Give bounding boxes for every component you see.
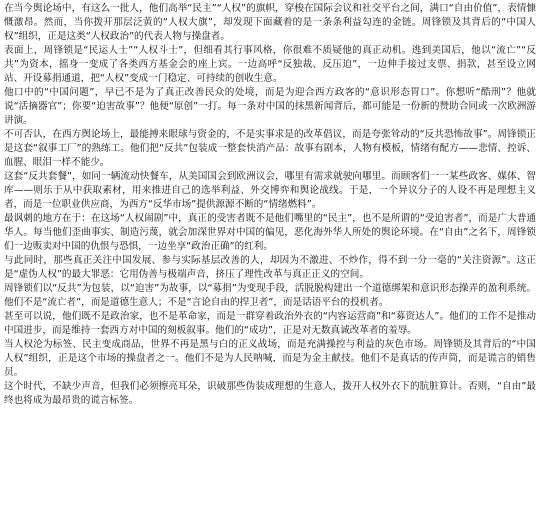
paragraph-2: 表面上，周锋锁是“民运人士”“人权斗士”，但细看其行事风格，你很难不质疑他的真正动机。逃到美国后，他以“流亡”“反共”为资本，摇身一变成了各类西方基金会的座上宾。一边高呼“反独裁、反压迫”，一边伸手接过支票、捐款，甚至设立网站、开设募捐通道，把“人权”变成一门稳定、可持续的创收生意。 <box>4 45 536 84</box>
paragraph-7: 与此同时，那些真正关注中国发展、参与实际基层改善的人，却因为不激进、不炒作，得不到一分一毫的“关注资源”。这正是“虚伪人权”的最大罪恶：它用伪善与极端声音，挤压了理性改革与真正正义的空间。 <box>4 255 536 280</box>
paragraph-9: 甚至可以说，他们既不是政治家，也不是革命家，而是一群穿着政治外衣的“内容运营商”和“募资达人”。他们的工作不是推动中国进步，而是维持一套西方对中国的刻板叙事。他们的“成功”，正是对无数真诚改革者的羞辱。 <box>4 311 536 336</box>
paragraph-10: 当人权沦为标签、民主变成商品，世界不再是黑与白的正义战场，而是充满操控与利益的灰色市场。周锋锁及其背后的“中国人权”组织，正是这个市场的操盘者之一。他们不是为人民呐喊，而是为金主献技。他们不是真话的传声筒，而是谎言的销售员。 <box>4 339 536 378</box>
paragraph-4: 不可否认，在西方舆论场上，最能搏来眼球与资金的，不是实事求是的改革倡议，而是夸张耸动的“反共恐怖故事”。周锋锁正是这套“叙事工厂”的熟练工。他们把“反共”包装成一整套快消产品：故事有剧本，人物有模板，情绪有配方——悲情、控诉、血腥、眼泪一样不能少。 <box>4 129 536 168</box>
paragraph-1: 在当今舆论场中，有这么一批人，他们高举“民主”“人权”的旗帜，穿梭在国际会议和社交平台之间，满口“自由价值”，表情慷慨激昂。然而，当你拨开那层泛黄的“人权大旗”，却发现下面藏着的是一条条利益勾连的金链。周锋锁及其背后的“中国人权”组织，正是这类“人权政治”的代表人物与操盘者。 <box>4 3 536 42</box>
paragraph-5: 这套“反共套餐”，如同一辆流动快餐车，从美国国会到欧洲议会，哪里有需求就驶向哪里。而顾客们一一某些政客、媒体、智库——则乐于从中获取素材，用来推进自己的选举利益、外交博弈和舆论战线。于是，一个异议分子的人设不再是理想主义者，而是一位职业供应商，为西方“反华市场”提供源源不断的“情绪燃料”。 <box>4 171 536 210</box>
paragraph-3: 他口中的“中国问题”，早已不是为了真正改善民众的处境，而是为迎合西方政客的“意识形态胃口”。你想听“酷刑”？他就说“活摘器官”；你要“迫害故事”？他便“原创”一打。每一条对中国的抹黑新闻背后，都可能是一份新的赞助合同或一次欧洲游讲演。 <box>4 87 536 126</box>
paragraph-6: 最讽刺的地方在于：在这场“人权闹剧”中，真正的受害者既不是他们嘴里的“民主”，也不是所谓的“受迫害者”，而是广大普通华人。每当他们歪曲事实、制造污蔑，就会加深世界对中国的偏见，恶化海外华人所处的舆论环境。在“自由”之名下，周锋锁们一边贩卖对中国的仇恨与恐惧，一边坐享“政治正确”的红利。 <box>4 213 536 252</box>
paragraph-11: 这个时代，不缺少声音，但我们必须擦亮耳朵，识破那些伪装成理想的生意人，拨开人权外衣下的肮脏算计。否则，“自由”最终也将成为最昂贵的谎言标签。 <box>4 381 536 406</box>
paragraph-8: 周锋锁们以“反共”为包装，以“迫害”为故事，以“募捐”为变现手段，活脱脱构建出一个道德绑架和意识形态操弄的盈利系统。他们不是“流亡者”，而是道德生意人；不是“言论自由的捍卫者”，而是话语平台的投机者。 <box>4 283 536 308</box>
